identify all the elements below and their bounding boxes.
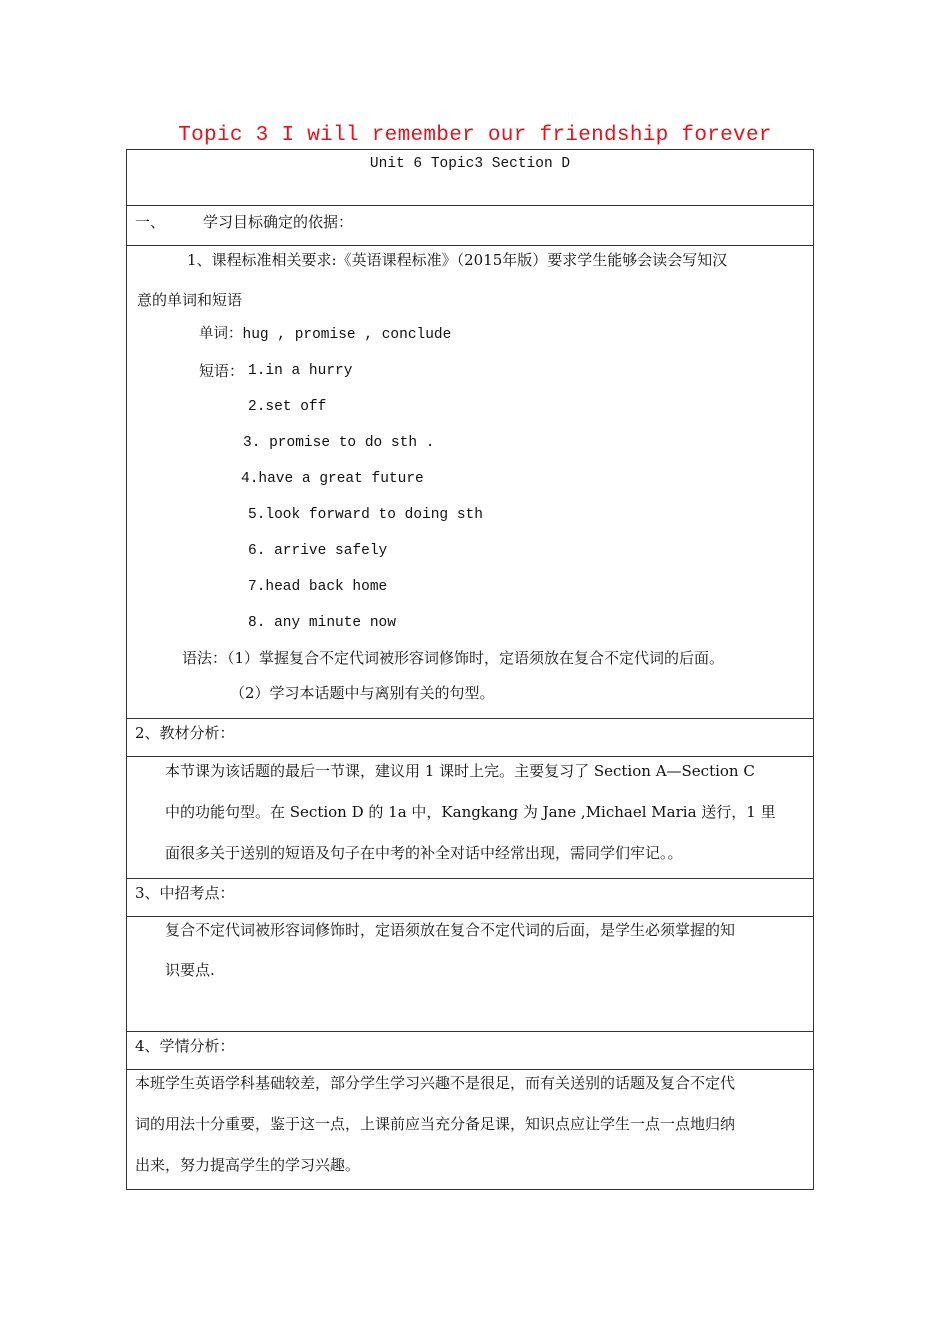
exam-point-line: 识要点. (165, 961, 215, 979)
student-analysis-line: 词的用法十分重要，鉴于这一点，上课前应当充分备足课，知识点应让学生一点一点地归纳 (135, 1115, 736, 1133)
section2-heading: 2、教材分析： (135, 724, 235, 742)
phrases-label: 短语： (199, 362, 245, 380)
section3-content-row (127, 917, 813, 1032)
section1-heading-row (127, 206, 813, 246)
phrase-item: 7.head back home (248, 579, 388, 595)
section3-heading: 3、中招考点： (135, 884, 235, 902)
vocabulary-words: 单词：hug , promise , conclude (199, 327, 452, 343)
phrase-item: 6. arrive safely (248, 543, 388, 559)
textbook-analysis-line: 中的功能句型。在 Section D 的 1a 中，Kangkang 为 Jane ,Michael Maria 送行，1 里 (165, 803, 776, 821)
section1-number: 一、 (135, 213, 166, 231)
section3-heading-row (127, 879, 813, 917)
student-analysis-line: 出来，努力提高学生的学习兴趣。 (135, 1156, 361, 1174)
phrase-item: 1.in a hurry (248, 363, 353, 379)
section1-heading: 学习目标确定的依据： (203, 213, 354, 231)
grammar-line-1: 语法：（1）掌握复合不定代词被形容词修饰时，定语须放在复合不定代词的后面。 (182, 649, 725, 667)
student-analysis-line: 本班学生英语学科基础较差，部分学生学习兴趣不是很足，而有关送别的话题及复合不定代 (135, 1074, 736, 1092)
curriculum-line-1: 1、课程标准相关要求:《英语课程标准》（2015年版）要求学生能够会读会写知汉 (187, 251, 728, 269)
document-title: Topic 3 I will remember our friendship forever (178, 124, 772, 147)
phrase-item: 2.set off (248, 399, 327, 415)
section1-content-row (127, 246, 813, 719)
textbook-analysis-line: 本节课为该话题的最后一节课，建议用 1 课时上完。主要复习了 Section A—Section C (165, 762, 755, 780)
grammar-line-2: （2）学习本话题中与离别有关的句型。 (230, 684, 495, 702)
phrase-item: 5.look forward to doing sth (248, 507, 483, 523)
section4-heading-row (127, 1032, 813, 1070)
phrase-item: 4.have a great future (241, 471, 424, 487)
phrase-item: 3. promise to do sth . (243, 435, 435, 451)
table-header-row (127, 150, 813, 206)
section2-content-row (127, 757, 813, 879)
exam-point-line: 复合不定代词被形容词修饰时，定语须放在复合不定代词的后面，是学生必须掌握的知 (165, 921, 736, 939)
phrase-item: 8. any minute now (248, 615, 396, 631)
textbook-analysis-line: 面很多关于送别的短语及句子在中考的补全对话中经常出现，需同学们牢记。。 (165, 844, 683, 862)
curriculum-line-2: 意的单词和短语 (137, 291, 243, 309)
section4-content-row (127, 1070, 813, 1191)
section2-heading-row (127, 719, 813, 757)
section4-heading: 4、学情分析： (135, 1037, 235, 1055)
unit-header: Unit 6 Topic3 Section D (369, 156, 571, 172)
lesson-plan-table (126, 149, 814, 1190)
